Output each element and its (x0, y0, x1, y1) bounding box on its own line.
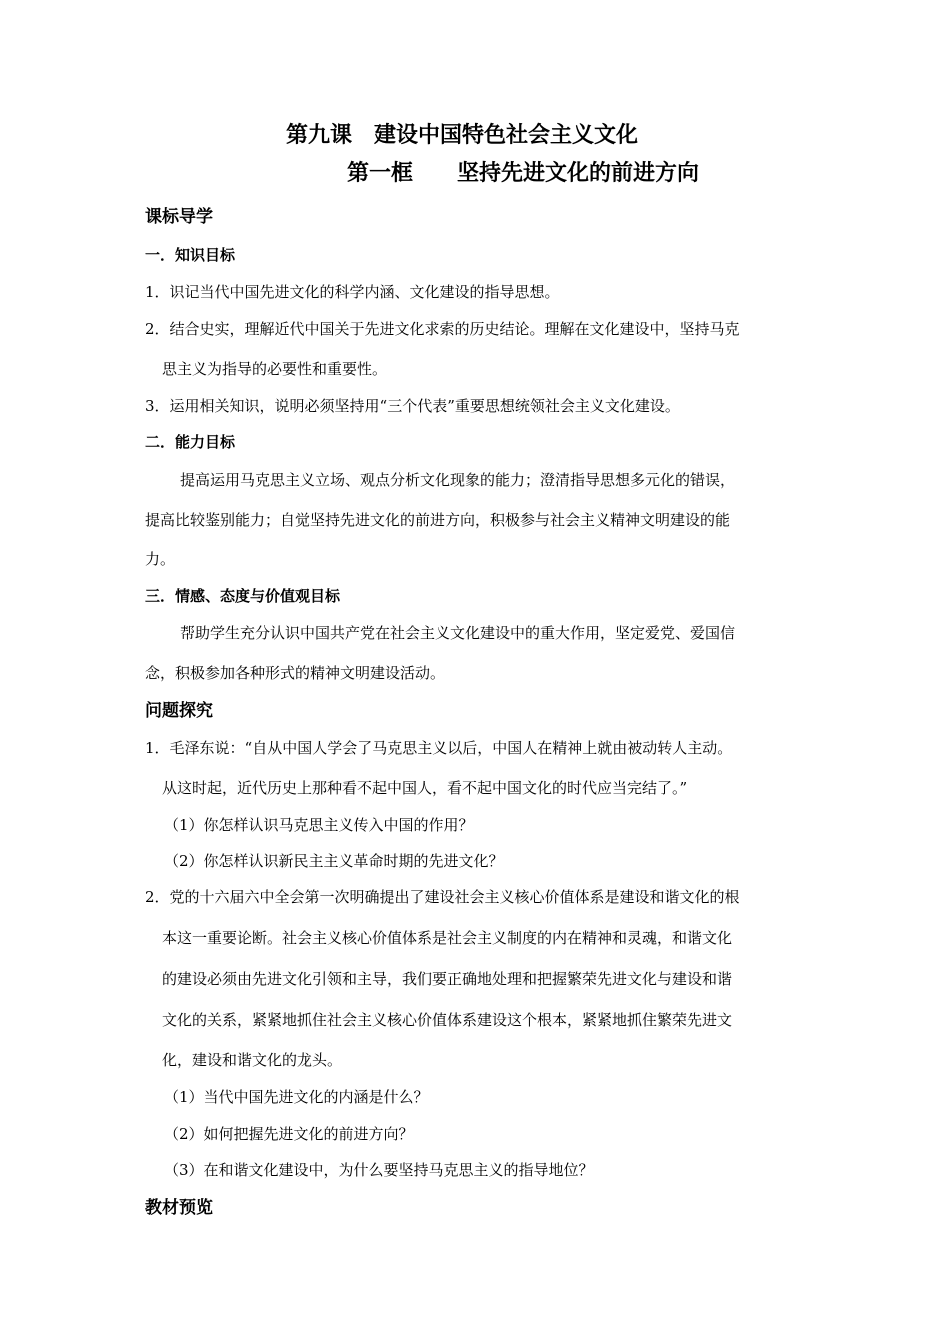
q2-sub-1: （1）当代中国先进文化的内涵是什么？ (164, 1088, 429, 1106)
values-heading: 三．情感、态度与价值观目标 (145, 587, 341, 605)
q2-line-1: 2．党的十六届六中全会第一次明确提出了建设社会主义核心价值体系是建设和谐文化的根 (145, 888, 740, 906)
q2-sub-2: （2）如何把握先进文化的前进方向？ (164, 1125, 414, 1143)
knowledge-item-1: 1．识记当代中国先进文化的科学内涵、文化建设的指导思想。 (145, 283, 560, 301)
knowledge-heading: 一．知识目标 (145, 246, 236, 264)
ability-line-2: 提高比较鉴别能力；自觉坚持先进文化的前进方向，积极参与社会主义精神文明建设的能 (145, 511, 731, 529)
section-title: 第一框 坚持先进文化的前进方向 (347, 161, 700, 186)
guide-heading: 课标导学 (145, 207, 213, 227)
values-line-1: 帮助学生充分认识中国共产党在社会主义文化建设中的重大作用，坚定爱党、爱国信 (180, 624, 736, 642)
q1-line-2: 从这时起，近代历史上那种看不起中国人，看不起中国文化的时代应当完结了。” (162, 779, 688, 797)
ability-heading: 二．能力目标 (145, 433, 236, 451)
ability-line-3: 力。 (145, 550, 176, 568)
q1-line-1: 1．毛泽东说：“自从中国人学会了马克思主义以后，中国人在精神上就由被动转人主动。 (145, 739, 733, 757)
knowledge-item-3: 3．运用相关知识，说明必须坚持用“三个代表”重要思想统领社会主义文化建设。 (145, 397, 680, 415)
q2-line-4: 文化的关系，紧紧地抓住社会主义核心价值体系建设这个根本，紧紧地抓住繁荣先进文 (162, 1011, 733, 1029)
knowledge-item-2: 2．结合史实，理解近代中国关于先进文化求索的历史结论。理解在文化建设中，坚持马克 (145, 320, 740, 338)
preview-heading: 教材预览 (145, 1198, 213, 1218)
q2-line-5: 化，建设和谐文化的龙头。 (162, 1051, 343, 1069)
knowledge-item-2-cont: 思主义为指导的必要性和重要性。 (162, 360, 388, 378)
q1-sub-1: （1）你怎样认识马克思主义传入中国的作用？ (164, 816, 474, 834)
q2-sub-3: （3）在和谐文化建设中，为什么要坚持马克思主义的指导地位？ (164, 1161, 594, 1179)
lesson-title: 第九课 建设中国特色社会主义文化 (286, 123, 639, 148)
q1-sub-2: （2）你怎样认识新民主主义革命时期的先进文化？ (164, 852, 504, 870)
inquiry-heading: 问题探究 (145, 701, 213, 721)
q2-line-2: 本这一重要论断。社会主义核心价值体系是社会主义制度的内在精神和灵魂，和谐文化 (162, 929, 733, 947)
ability-line-1: 提高运用马克思主义立场、观点分析文化现象的能力；澄清指导思想多元化的错误， (180, 471, 736, 489)
values-line-2: 念，积极参加各种形式的精神文明建设活动。 (145, 664, 446, 682)
q2-line-3: 的建设必须由先进文化引领和主导，我们要正确地处理和把握繁荣先进文化与建设和谐 (162, 970, 733, 988)
